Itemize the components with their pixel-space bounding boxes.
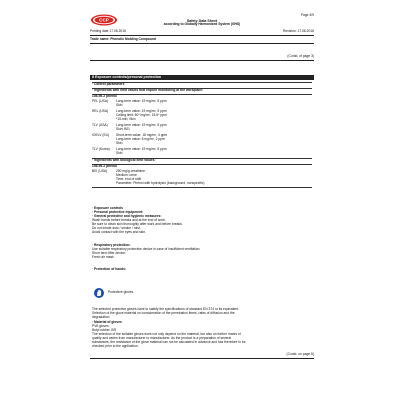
hands-heading: · Protection of hands:	[92, 267, 127, 271]
material-line: PVA gloves	[92, 324, 109, 328]
gloves-line: Selection of the glove material on consideration of the penetration times, rates of diffusion and the	[92, 311, 235, 315]
material-line: checked prior to the application.	[92, 344, 139, 348]
material-line: quality and varies from manufacturer to manufacturer. As the product is a preparation of several	[92, 336, 232, 340]
gloves-line: The selected protective gloves have to satisfy the specifications of standard EN 374 or its equivalent.	[92, 307, 239, 311]
material-line: substances, the resistance of the glove material can not be calculated in advance and has therefore to be	[92, 340, 246, 344]
respiratory-line: Fresh air mask	[92, 255, 114, 259]
continued-from: (Contd. of page 3)	[287, 54, 314, 58]
exposure-controls-heading: · Exposure controls	[92, 206, 123, 210]
revision-date: Revision: 17.06.2016	[283, 29, 314, 33]
trade-name: Trade name: Phenolic Molding Compound	[90, 37, 156, 41]
gloves-line: degradation	[92, 315, 110, 319]
glove-material-heading: · Material of gloves	[92, 320, 122, 324]
material-line: The selection of the suitable gloves does not only depend on the material, but also on further marks of	[92, 332, 241, 336]
biological-limit-row: BEI (USA) 250 mg/g creatinine Medium: urine Time: end of shift Parameter: Phenol with hydrolysis (background, nonspecific)	[92, 169, 205, 185]
biological-limits-heading: · Ingredients with biological limit values:	[92, 158, 156, 162]
hygiene-line: Wash hands before breaks and at the end of work.	[92, 218, 166, 222]
protective-gloves-icon	[94, 288, 104, 298]
substance-cas: 108-95-2 phenol	[92, 94, 117, 98]
hygiene-line: Be sure to clean skin thoroughly after work and before breaks.	[92, 222, 183, 226]
control-parameters-heading: · Control parameters	[92, 82, 125, 86]
document-subtitle: according to Globally Harmonized System (GHS)	[163, 22, 241, 26]
respiratory-line: Short term filter device:	[92, 251, 126, 255]
workplace-limits-heading: · Ingredients with limit values that require monitoring at the workplace:	[92, 88, 204, 92]
page-number: Page 4/9	[300, 13, 314, 17]
svg-text:CCP: CCP	[99, 17, 109, 23]
section-8-title: 8 Exposure controls/personal protection	[90, 75, 314, 80]
material-line: Butyl rubber, BR	[92, 328, 117, 332]
respiratory-line: Use suitable respiratory protective device in case of insufficient ventilation.	[92, 247, 201, 251]
ppe-heading: · Personal protective equipment:	[92, 210, 144, 214]
hygiene-line: Avoid contact with the eyes and skin.	[92, 230, 147, 234]
respiratory-heading: · Respiratory protection:	[92, 243, 131, 247]
hygiene-line: Do not inhale dust / smoke / mist.	[92, 226, 141, 230]
gloves-label: Protective gloves	[108, 290, 134, 294]
printing-date: Printing date 17.06.2016	[90, 29, 126, 33]
hygiene-heading: · General protective and hygienic measures:	[92, 214, 162, 218]
document-title: Safety Data Sheet	[186, 19, 218, 23]
sds-page	[86, 10, 318, 394]
exposure-limits-table: PEL (USA) Long-term value: 19 mg/m³, 5 ppm Skin REL (USA) Long-term value: 19 mg/m³, 5 ppm Ceiling limit: 60* mg/m³, 15.6* ppm *15-min; Skin TLV (USA) Long-term value: 19 mg/m³, 5 ppm Skin; BEI IOELV (EU) Short-term value: 16 mg/m³, 4 ppm Long-term value: 8 mg/m³, 2 ppm Skin TLV (Korea) Long-term value: 19 mg/m³, 5 ppm Skin	[92, 99, 168, 155]
continued-on: (Contd. on page 5)	[286, 352, 314, 356]
bio-substance-cas: 108-95-2 phenol	[92, 164, 117, 168]
